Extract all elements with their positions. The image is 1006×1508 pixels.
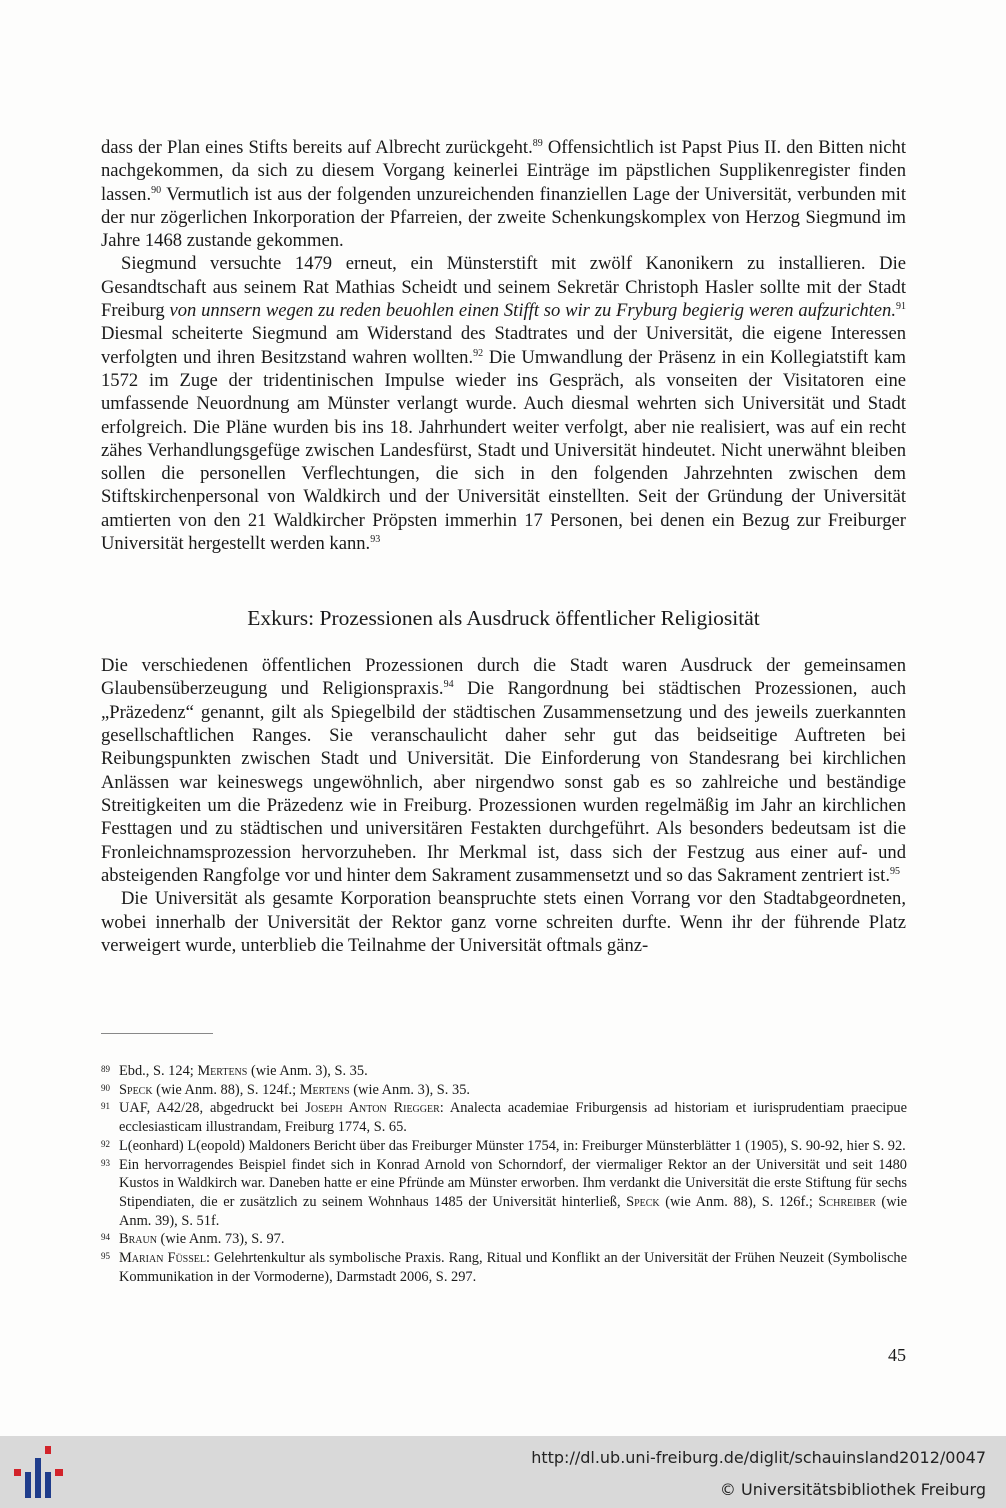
paragraph (101, 136, 906, 252)
footer-bar (0, 1436, 1006, 1508)
text-run: : Analecta academiae Friburgensis ad historiam et iurisprudentiam praecipue ecclesiasticam illustrandam, Freiburg 1774, S. 65. (119, 1100, 908, 1136)
footnote (101, 1156, 907, 1231)
footnote-ref: 94 (443, 679, 454, 691)
text-run: dass der Plan eines Stifts bereits auf Albrecht zurückgeht. (101, 137, 533, 158)
author-name: Braun (119, 1231, 157, 1248)
footnote-number: 93 (101, 1157, 110, 1168)
author-name: Joseph Anton Riegger (305, 1100, 440, 1117)
text-run: (wie Anm. 3), S. 35. (349, 1081, 470, 1098)
text-run: : Gelehrtenkultur als symbolische Praxis. Rang, Ritual und Konflikt an der Universität der Frühen Neuzeit (Symbolische Kommunikation in der Vormoderne), Darmstadt 2006, S. 297. (119, 1250, 908, 1285)
author-name: Speck (119, 1081, 153, 1098)
footnote-ref: 91 (896, 301, 906, 313)
footnote-ref: 89 (532, 138, 543, 149)
main-text-top (101, 136, 906, 555)
text-run: Ebd., S. 124; (119, 1063, 198, 1079)
footnote (101, 1249, 907, 1286)
footnote (101, 1062, 907, 1081)
author-name: Mertens (197, 1063, 248, 1079)
footnote (101, 1081, 907, 1100)
page-number: 45 (888, 1345, 906, 1365)
paragraph (101, 252, 906, 555)
footnote-ref: 90 (151, 184, 162, 196)
text-run: (wie Anm. 88), S. 126f.; (659, 1193, 819, 1210)
text-run: (wie Anm. 3), S. 35. (247, 1063, 368, 1079)
footnote-number: 89 (101, 1064, 110, 1074)
footnote-number: 92 (101, 1138, 110, 1149)
text-run: Die verschiedenen öffentlichen Prozessionen durch die Stadt waren Ausdruck der gemeinsamen Glaubensüberzeugung und Religionspraxis. (101, 655, 906, 700)
footer-copyright: © Universitätsbibliothek Freiburg (719, 1480, 986, 1499)
text-run: Diesmal scheiterte Siegmund am Widerstand des Stadtrates und der Universität, die eigene Interessen verfolgten und ihren Besitzstand wahren wollten. (101, 323, 906, 368)
text-run: Vermutlich ist aus der folgenden unzureichenden finanziellen Lage der Universität, verbunden mit der nur zögerlichen Inkorporation der Pfarreien, der zweite Schenkungskomplex von Herzog Siegmund im Jahre 1468 zustande gekommen. (101, 183, 906, 252)
text-run: (wie Anm. 39), S. 51f. (119, 1193, 907, 1229)
paragraph (101, 654, 906, 887)
footnote-number: 90 (101, 1082, 110, 1093)
footnote (101, 1137, 907, 1156)
footnote-ref: 93 (370, 534, 381, 546)
text-run: Die Universität als gesamte Korporation beanspruchte stets einen Vorrang vor den Stadtabgeordneten, wobei innerhalb der Universität der Rektor ganz vorne schreiten durfte. Wenn ihr der führende Platz verweigert wurde, unterblieb die Teilnahme der Universität oftmals gänz- (101, 888, 906, 957)
ub-freiburg-logo-icon (14, 1446, 64, 1498)
footnotes (101, 1062, 907, 1286)
text-run: (wie Anm. 73), S. 97. (156, 1231, 285, 1248)
text-run: L(eonhard) L(eopold) Maldoners Bericht über das Freiburger Münster 1754, in: Freiburger Münsterblätter 1 (1905), S. 90-92, hier S. 92. (119, 1137, 906, 1154)
footer-url-link[interactable]: http://dl.ub.uni-freiburg.de/diglit/schauinsland2012/0047 (531, 1448, 986, 1467)
text-run: Die Rangordnung bei städtischen Prozessionen, auch „Präzedenz“ genannt, gilt als Spiegelbild der städtischen Zusammensetzung und des jeweils zuerkannten gesellschaftlichen Ranges. Sie veranschaulicht daher sehr gut das beidseitige Auftreten bei Reibungspunkten zwischen Stadt und Universität. Die Einforderung von Standesrang bei kirchlichen Anlässen war keineswegs ungewöhnlich, aber nirgendwo sonst gab es so zahlreiche und beständige Streitigkeiten um die Präzedenz wie in Freiburg. Prozessionen wurden regelmäßig im Jahr an kirchlichen Festtagen und zu städtischen und universitären Festakten durchgeführt. Als besonders bedeutsam ist die Fronleichnamsprozession hervorzuheben. Ihr Merkmal ist, dass sich der Festzug aus einer auf- und absteigenden Rangfolge vor und hinter dem Sakrament zusammensetzt und so das Sakrament zentriert ist. (101, 678, 906, 887)
text-run: Offensichtlich ist Papst Pius II. den Bitten nicht nachgekommen, da sich zu diesem Vorgang keinerlei Einträge im päpstlichen Supplikenregister finden lassen. (101, 137, 906, 205)
section-heading: Exkurs: Prozessionen als Ausdruck öffentlicher Religiosität (247, 606, 760, 630)
footnote-number: 94 (101, 1232, 110, 1243)
paragraph (101, 887, 906, 957)
text-run: Die Umwandlung der Präsenz in ein Kollegiatstift kam 1572 im Zuge der tridentinischen Impulse wieder ins Gespräch, als vonseiten der Visitatoren eine umfassende Neuordnung am Münster verlangt wurde. Auch diesmal wehrten sich Universität und Stadt erfolgreich. Die Pläne wurden bis ins 18. Jahrhundert weiter verfolgt, aber nie realisiert, was auf ein recht zähes Verhandlungsgefüge zwischen Landesfürst, Stadt und Universität hindeutet. Nicht unerwähnt bleiben sollen die personellen Verflechtungen, die sich in den folgenden Jahrzehnten zwischen dem Stiftskirchenpersonal von Waldkirch und der Universität einstellten. Seit der Gründung der Universität amtierten von den 21 Waldkircher Pröpsten immerhin 17 Personen, bei denen ein Bezug zur Freiburger Universität hergestellt werden kann. (101, 346, 906, 555)
footnote-ref: 92 (473, 347, 484, 359)
author-name: Marian Füssel (119, 1250, 207, 1267)
text-run: UAF, A42/28, abgedruckt bei (119, 1100, 306, 1117)
footnote (101, 1230, 907, 1249)
text-run: (wie Anm. 88), S. 124f.; (152, 1081, 300, 1098)
author-name: Speck (626, 1193, 660, 1210)
italic-quote: von unnsern wegen zu reden beuohlen einen Stifft so wir zu Fryburg begierig weren aufzurichten. (169, 300, 896, 322)
footnote-separator (101, 1033, 213, 1034)
author-name: Schreiber (818, 1193, 876, 1210)
footnote-number: 95 (101, 1251, 110, 1262)
text-run: Siegmund versuchte 1479 erneut, ein Münsterstift mit zwölf Kanonikern zu installieren. Die Gesandtschaft aus seinem Rat Mathias Scheidt und seinem Sekretär Christoph Hasler sollte mit der Stadt Freiburg (101, 253, 906, 322)
author-name: Mertens (299, 1081, 350, 1098)
footnote-number: 91 (101, 1101, 110, 1112)
text-run: Ein hervorragendes Beispiel findet sich in Konrad Arnold von Schorndorf, der viermaliger Rektor an der Universität und seit 1480 Kustos in Waldkirch war. Daneben hatte er eine Pfründe am Münster erworben. Ihm verdankt die Universität die erste Stiftung für sechs Stipendiaten, die er zusätzlich zu seinem Wohnhaus 1485 der Universität hinterließ, (119, 1156, 907, 1210)
footnote-ref: 95 (889, 866, 900, 878)
footnote (101, 1099, 907, 1136)
main-text-bottom (101, 654, 906, 957)
